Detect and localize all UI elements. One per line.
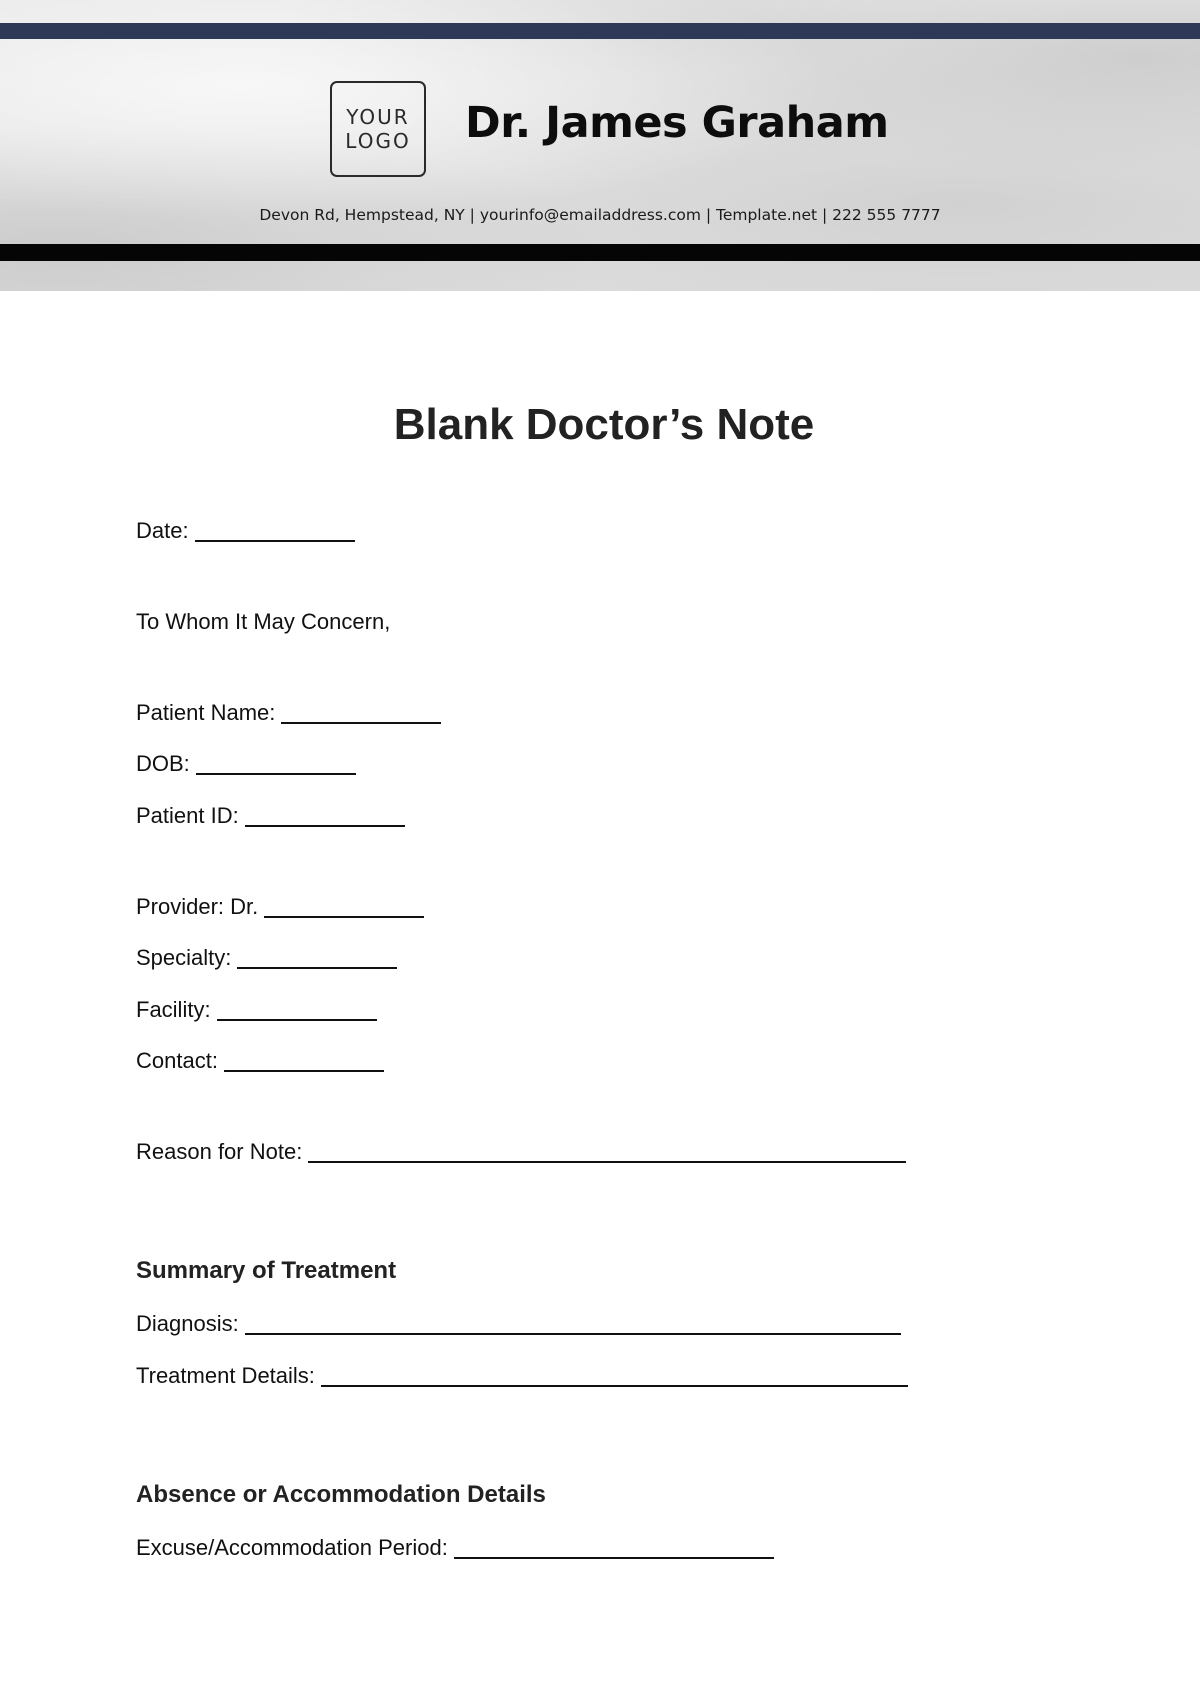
summary-heading: Summary of Treatment (136, 1257, 397, 1284)
treatment-details-field (136, 1363, 908, 1389)
dob-blank-line[interactable] (196, 772, 356, 775)
reason-blank-line[interactable] (308, 1160, 906, 1163)
provider-label: Provider: Dr. (136, 894, 259, 919)
facility-label: Facility: (136, 997, 211, 1022)
salutation: To Whom It May Concern, (136, 609, 391, 634)
accommodation-period-label: Excuse/Accommodation Period: (136, 1535, 448, 1560)
patient-name-blank-line[interactable] (281, 721, 441, 724)
absence-heading: Absence or Accommodation Details (136, 1481, 546, 1508)
date-blank-line[interactable] (195, 539, 355, 542)
diagnosis-blank-line[interactable] (245, 1332, 901, 1335)
contact-info: Devon Rd, Hempstead, NY | yourinfo@emailaddress.com | Template.net | 222 555 7777 (259, 206, 941, 224)
facility-field (136, 997, 377, 1023)
specialty-blank-line[interactable] (237, 966, 397, 969)
specialty-field (136, 945, 397, 971)
provider-blank-line[interactable] (264, 915, 424, 918)
accommodation-period-blank-line[interactable] (454, 1556, 774, 1559)
dob-label: DOB: (136, 751, 190, 776)
patient-id-label: Patient ID: (136, 803, 239, 828)
treatment-details-label: Treatment Details: (136, 1363, 315, 1388)
top-accent-band (0, 23, 1200, 39)
treatment-details-blank-line[interactable] (321, 1384, 908, 1387)
diagnosis-label: Diagnosis: (136, 1311, 239, 1336)
facility-blank-line[interactable] (217, 1018, 377, 1021)
logo-text-line2: LOGO (345, 129, 411, 153)
date-field (136, 518, 355, 544)
doctor-name: Dr. James Graham (465, 98, 889, 148)
bottom-accent-band (0, 244, 1200, 261)
logo-placeholder (330, 81, 426, 177)
diagnosis-field (136, 1311, 901, 1337)
contact-blank-line[interactable] (224, 1069, 384, 1072)
specialty-label: Specialty: (136, 945, 232, 970)
dob-field (136, 751, 356, 777)
logo-text-line1: YOUR (346, 105, 410, 129)
letterhead (0, 0, 1200, 291)
reason-field (136, 1139, 906, 1165)
date-label: Date: (136, 518, 189, 543)
patient-name-label: Patient Name: (136, 700, 276, 725)
reason-label: Reason for Note: (136, 1139, 303, 1164)
patient-id-field (136, 803, 405, 829)
patient-id-blank-line[interactable] (245, 824, 405, 827)
page-title: Blank Doctor’s Note (393, 400, 815, 449)
patient-name-field (136, 700, 441, 726)
contact-field (136, 1048, 384, 1074)
contact-label: Contact: (136, 1048, 218, 1073)
provider-field (136, 894, 424, 920)
accommodation-period-field (136, 1535, 774, 1561)
